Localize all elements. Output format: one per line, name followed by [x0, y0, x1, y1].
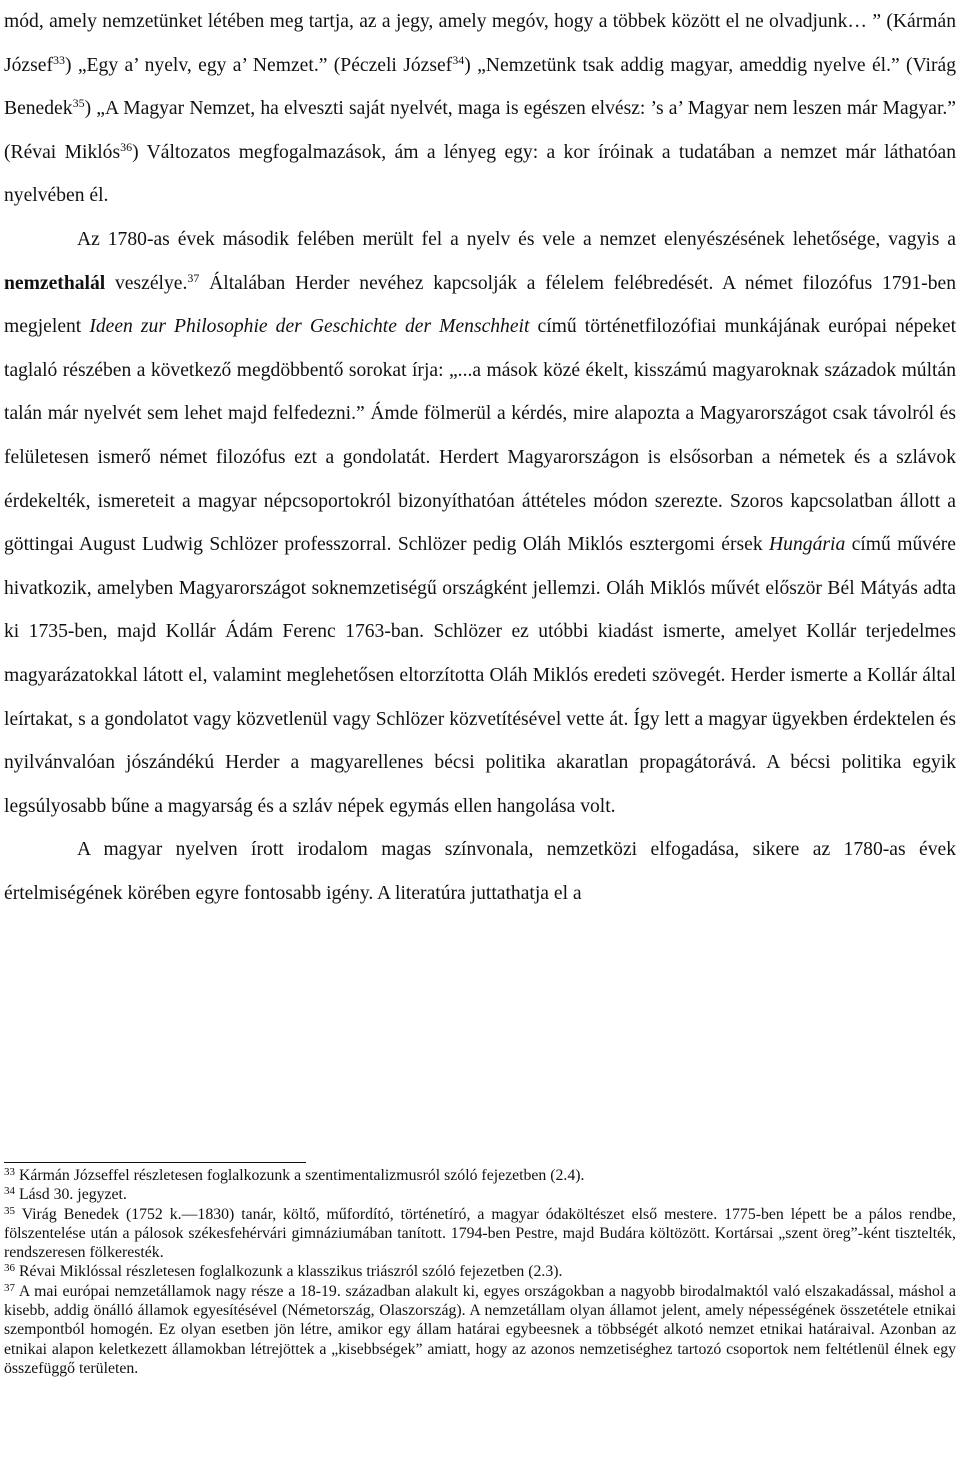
footnote-text: A mai európai nemzetállamok nagy része a 18-19. században alakult ki, egyes országokban a nagyobb birodalmaktól való elszakadással, máshol a kisebb, addig önálló államok egyesítésével (Németország, Olaszország). A nemzetállam olyan államot jelent, amely népességének összetétele etnikai szempontból homogén. Ez olyan esetben jön létre, amikor egy állam határai egybeesnek a többségét alkotó nemzet etnikai határaival. Azonban az etnikai alapon keletkezett államokban létrejöttek a „kisebbségek” amiatt, hogy az azonos nemzetiséghez tartozó csoportok nem feltétlenül élnek egy összefüggő területen. — [4, 1282, 956, 1377]
footnote-ref-33[interactable]: 33 — [52, 52, 65, 67]
paragraph-1-text-3: ) „Nemzetünk tsak addig magyar, ameddig nyelve él.” (Virág Benedek — [4, 54, 956, 120]
footnote-number: 33 — [4, 1166, 15, 1178]
footnote-ref-35[interactable]: 35 — [72, 96, 85, 111]
main-text — [4, 0, 956, 915]
footnote-ref-36[interactable]: 36 — [120, 139, 133, 154]
footnote-number: 36 — [4, 1262, 15, 1275]
footnote-text: Kármán Józseffel részletesen foglalkozunk a szentimentalizmusról szóló fejezetben (2.4). — [15, 1167, 585, 1184]
book-title-ideen: Ideen zur Philosophie der Geschichte der Menschheit — [89, 316, 530, 338]
footnotes — [4, 1166, 956, 1378]
footnote-number: 37 — [4, 1281, 15, 1294]
paragraph-3-text-1: A magyar nyelven írott irodalom magas színvonala, nemzetközi elfogadása, sikere az 1780-as évek értelmiségének körében egyre fontosabb igény. A literatúra juttathatja el a — [4, 839, 956, 904]
footnote-37 — [4, 1282, 956, 1378]
paragraph-1-text-1: mód, amely nemzetünket létében meg tartja, az a jegy, amely megóv, hogy a többek között el ne olvadjunk… ” (Kármán József — [4, 11, 956, 76]
footnote-number: 34 — [4, 1185, 15, 1198]
footnote-text: Lásd 30. jegyzet. — [15, 1186, 127, 1204]
footnote-ref-37[interactable]: 37 — [187, 270, 200, 285]
footnote-ref-34[interactable]: 34 — [452, 52, 465, 67]
book-title-hungaria: Hungária — [769, 534, 846, 556]
footnote-35 — [4, 1205, 956, 1263]
paragraph-1 — [4, 0, 956, 218]
emphasis-nemzethalal: nemzethalál — [4, 272, 106, 294]
paragraph-2-text-3: Általában Herder nevéhez kapcsolják a félelem felébredését. A német filozófus 1791-ben megjelent — [4, 272, 956, 338]
paragraph-2-text-2: veszélye. — [105, 272, 188, 294]
footnote-33 — [4, 1166, 956, 1185]
footnote-text: Révai Miklóssal részletesen foglalkozunk a klasszikus triászról szóló fejezetben (2.3). — [15, 1263, 563, 1281]
paragraph-1-text-5: ) Változatos megfogalmazások, ám a lényeg egy: a kor íróinak a tudatában a nemzet már láthatóan nyelvében él. — [4, 141, 956, 207]
footnote-text: Virág Benedek (1752 k.—1830) tanár, költő, műfordító, történetíró, a magyar ódaköltészet első mestere. 1775-ben lépett be a pálos rendbe, fölszentelése után a pálosok székesfehérvári gimnáziumában tanított. 1794-ben Pestre, majd Budára költözött. Kortársai „szent öreg”-ként tisztelték, rendszeresen fölkeresték. — [4, 1205, 956, 1262]
footnote-34 — [4, 1185, 956, 1204]
paragraph-2 — [4, 218, 956, 828]
paragraph-1-text-4: ) „A Magyar Nemzet, ha elveszti saját nyelvét, maga is egészen elvész: ’s a’ Magyar nem leszen már Magyar.” (Révai Miklós — [4, 98, 956, 163]
paragraph-2-text-5: című művére hivatkozik, amelyben Magyarországot soknemzetiségű országként jellemzi. Oláh Miklós művét először Bél Mátyás adta ki 1735-ben, majd Kollár Ádám Ferenc 1763-ban. Schlözer ez utóbbi kiadást ismerte, amelyet Kollár terjedelmes magyarázatokkal látott el, valamint meglehetősen eltorzította Oláh Miklós eredeti szövegét. Herder ismerte a Kollár által leírtakat, s a gondolatot vagy közvetlenül vagy Schlözer közvetítésével vette át. Így lett a magyar ügyekben érdektelen és nyilvánvalóan jószándékú Herder a magyarellenes bécsi politika akaratlan propagátorává. A bécsi politika egyik legsúlyosabb bűne a magyarság és a szláv népek egymás ellen hangolása volt. — [4, 534, 957, 817]
paragraph-2-text-4: című történetfilozófiai munkájának európai népeket taglaló részében a következő megdöbbentő sorokat írja: „...a mások közé ékelt, kisszámú magyaroknak századok múltán talán már nyelvét sem lehet majd felfedezni.” Ámde fölmerül a kérdés, mire alapozta a Magyarországot csak távolról és felületesen ismerő német filozófus ezt a gondolatát. Herdert Magyarországon is elsősorban a németek és a szlávok érdekelték, ismereteit a magyar népcsoportokról bizonyíthatóan áttételes módon szerezte. Szoros kapcsolatban állott a göttingai August Ludwig Schlözer professzorral. Schlözer pedig Oláh Miklós esztergomi érsek — [4, 316, 957, 556]
footnote-number: 35 — [4, 1204, 15, 1217]
paragraph-3 — [4, 828, 956, 915]
paragraph-2-text-1: Az 1780-as évek második felében merült fel a nyelv és vele a nemzet elenyészésének lehetősége, vagyis a — [77, 228, 956, 250]
paragraph-1-text-2: ) „Egy a’ nyelv, egy a’ Nemzet.” (Péczeli József — [64, 54, 453, 76]
footnote-36 — [4, 1262, 956, 1281]
footnote-separator — [4, 1162, 306, 1163]
